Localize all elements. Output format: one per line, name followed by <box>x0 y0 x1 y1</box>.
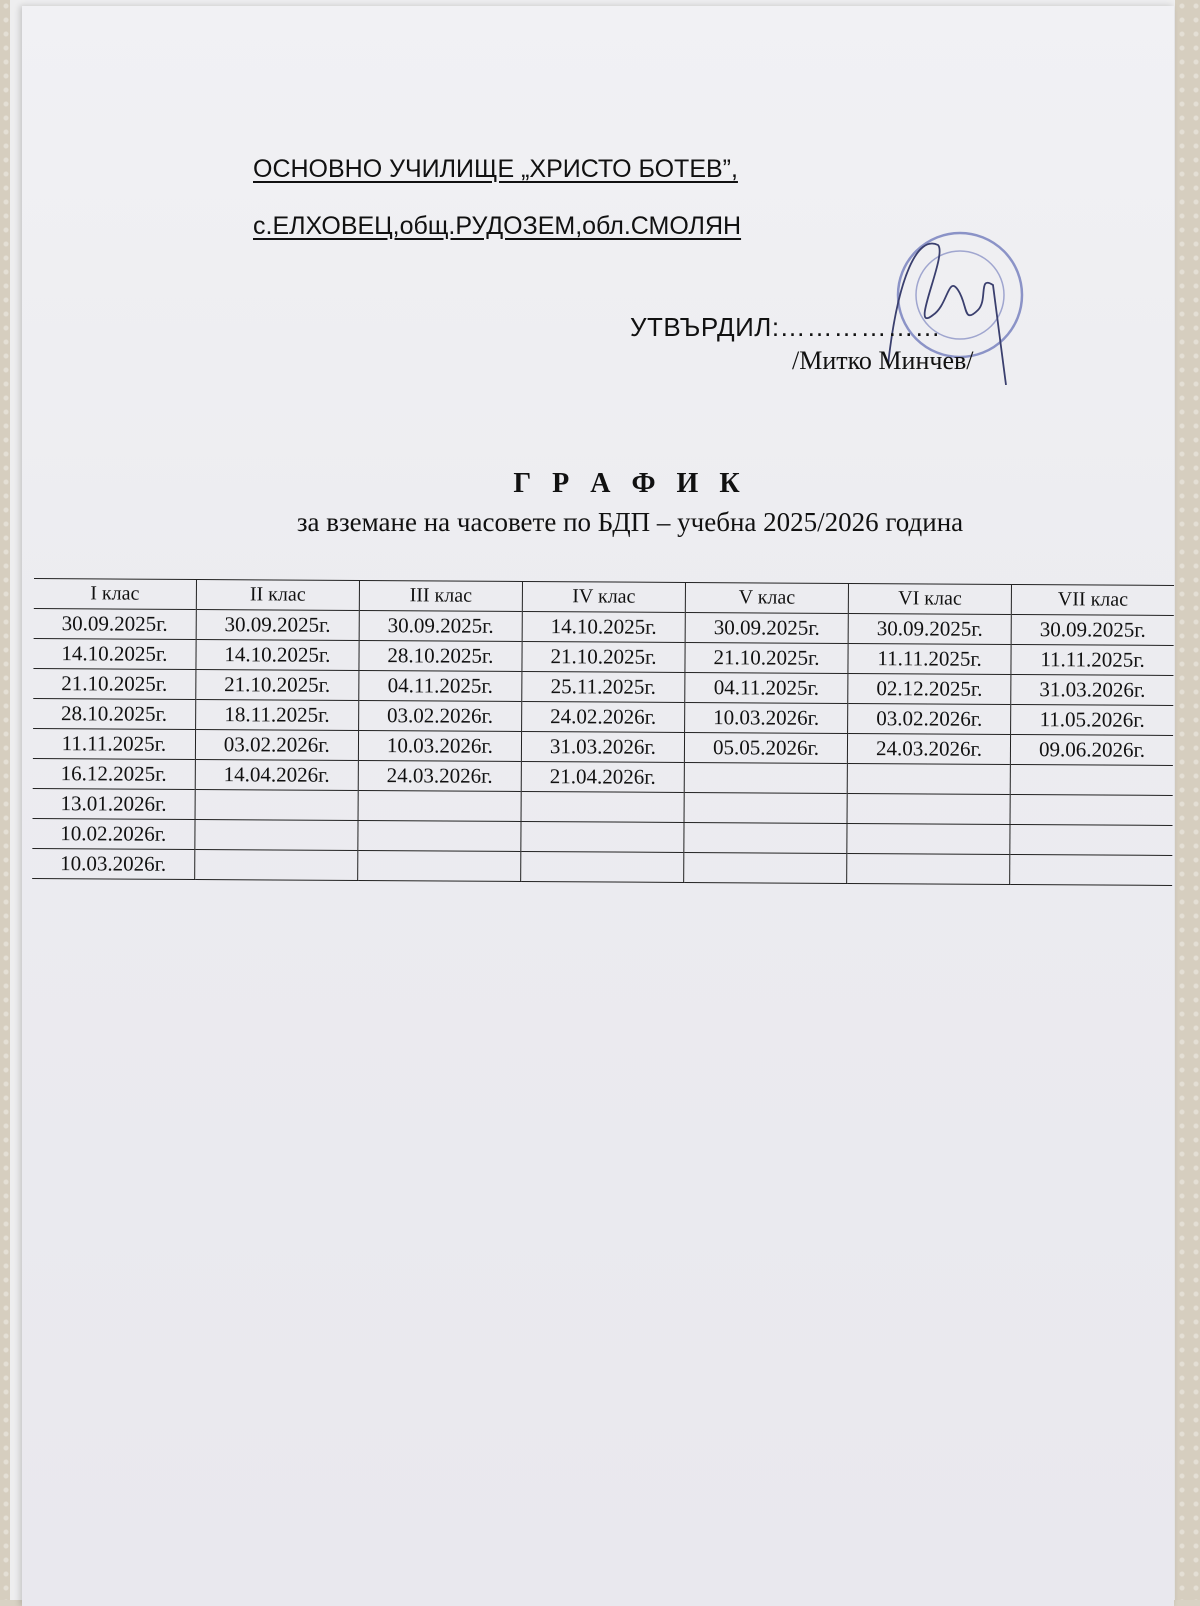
table-cell <box>847 763 1010 794</box>
school-name-text: ОСНОВНО УЧИЛИЩЕ „ХРИСТО БОТЕВ”, <box>253 155 738 183</box>
table-cell: 14.10.2025г. <box>522 611 685 642</box>
table-cell <box>684 822 847 853</box>
document-title: Г Р А Ф И К <box>513 468 747 499</box>
table-cell: 14.10.2025г. <box>196 639 359 670</box>
table-cell: 25.11.2025г. <box>522 671 685 702</box>
table-cell: 21.10.2025г. <box>522 641 685 672</box>
table-cell <box>521 791 684 822</box>
document-subtitle: за вземане на часовете по БДП – учебна 2025/2026 година <box>296 507 964 537</box>
approval-dots: ……………… <box>779 312 942 342</box>
table-cell <box>521 851 684 882</box>
schedule-table <box>32 578 1174 886</box>
table-body <box>32 608 1174 885</box>
table-cell: 24.03.2026г. <box>358 760 521 791</box>
table-cell: 30.09.2025г. <box>685 612 848 643</box>
table-cell: 03.02.2026г. <box>195 729 358 760</box>
table-cell: 11.11.2025г. <box>1011 644 1174 675</box>
table-cell: 04.11.2025г. <box>359 670 522 701</box>
table-cell: 28.10.2025г. <box>359 640 522 671</box>
table-cell: 31.03.2026г. <box>521 731 684 762</box>
table-cell: 13.01.2026г. <box>33 788 196 819</box>
approval-label: УТВЪРДИЛ: <box>630 312 780 342</box>
table-cell <box>358 820 521 851</box>
table-cell <box>1010 794 1173 825</box>
column-header: VII клас <box>1011 584 1174 615</box>
table-cell <box>1010 854 1173 885</box>
table-row <box>32 848 1172 885</box>
table-cell <box>195 789 358 820</box>
table-cell <box>194 849 357 880</box>
table-cell: 31.03.2026г. <box>1011 674 1174 705</box>
column-header: IV клас <box>522 581 685 612</box>
table-cell <box>1010 764 1173 795</box>
table-cell: 04.11.2025г. <box>685 672 848 703</box>
table-cell <box>684 762 847 793</box>
table-cell <box>684 792 847 823</box>
table-cell: 10.03.2026г. <box>685 702 848 733</box>
table-cell: 21.04.2026г. <box>521 761 684 792</box>
table-cell <box>684 852 847 883</box>
table-cell: 21.10.2025г. <box>33 668 196 699</box>
table-cell: 03.02.2026г. <box>358 700 521 731</box>
column-header: V клас <box>685 582 848 613</box>
table-cell <box>358 790 521 821</box>
table-cell: 11.11.2025г. <box>33 728 196 759</box>
approval-line <box>630 312 942 343</box>
table-cell: 05.05.2026г. <box>684 732 847 763</box>
table-cell <box>195 819 358 850</box>
table-cell: 18.11.2025г. <box>195 699 358 730</box>
school-name <box>253 155 738 184</box>
school-location <box>253 212 741 241</box>
table-cell: 24.02.2026г. <box>522 701 685 732</box>
table-cell: 02.12.2025г. <box>848 673 1011 704</box>
table-cell <box>847 793 1010 824</box>
table-cell <box>1010 824 1173 855</box>
table-cell: 14.04.2026г. <box>195 759 358 790</box>
table-cell: 10.02.2026г. <box>32 818 195 849</box>
table-cell: 30.09.2025г. <box>359 610 522 641</box>
table-cell: 30.09.2025г. <box>34 608 197 639</box>
column-header: III клас <box>359 580 522 611</box>
column-header: II клас <box>196 579 359 610</box>
table-cell: 14.10.2025г. <box>33 638 196 669</box>
column-header: VI клас <box>848 583 1011 614</box>
table-cell <box>847 853 1010 884</box>
signer-name: /Митко Минчев/ <box>792 346 974 375</box>
table-cell: 21.10.2025г. <box>196 669 359 700</box>
table-cell: 09.06.2026г. <box>1011 734 1174 765</box>
table-cell: 24.03.2026г. <box>847 733 1010 764</box>
table-cell <box>358 850 521 881</box>
table-cell <box>847 823 1010 854</box>
table-cell: 10.03.2026г. <box>32 848 195 879</box>
column-header: I клас <box>34 579 197 610</box>
table-cell: 30.09.2025г. <box>848 613 1011 644</box>
table-cell: 30.09.2025г. <box>1011 614 1174 645</box>
table-cell: 10.03.2026г. <box>358 730 521 761</box>
table-cell <box>521 821 684 852</box>
table-cell: 11.05.2026г. <box>1011 704 1174 735</box>
table-cell: 03.02.2026г. <box>848 703 1011 734</box>
table-cell: 30.09.2025г. <box>196 609 359 640</box>
table-cell: 28.10.2025г. <box>33 698 196 729</box>
school-location-text: с.ЕЛХОВЕЦ,общ.РУДОЗЕМ,обл.СМОЛЯН <box>253 212 742 240</box>
table-cell: 16.12.2025г. <box>33 758 196 789</box>
table-cell: 11.11.2025г. <box>848 643 1011 674</box>
table-cell: 21.10.2025г. <box>685 642 848 673</box>
